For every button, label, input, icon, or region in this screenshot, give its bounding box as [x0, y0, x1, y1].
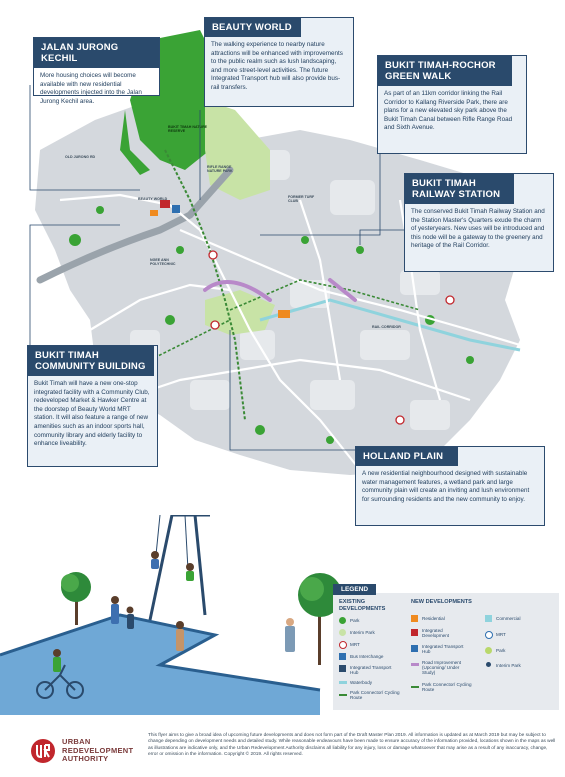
callout-title: BUKIT TIMAH RAILWAY STATION — [405, 174, 514, 204]
org-line-1: URBAN — [62, 737, 91, 746]
callout-title: BUKIT TIMAH COMMUNITY BUILDING — [28, 346, 154, 376]
map-label-nature-reserve: BUKIT TIMAH NATURE RESERVE — [168, 125, 208, 133]
legend-item: MRT — [496, 632, 506, 637]
org-line-2: REDEVELOPMENT — [62, 745, 134, 755]
integrated-transport-hub-icon — [339, 665, 346, 672]
waterbody-swatch — [339, 681, 347, 684]
callout-body: A new residential neighbourhood designed with sustainable water management features, a wetland park and large community plain will create an inviting and lush environment for surrounding residents and the new community to enjoy. — [362, 470, 530, 503]
park-illustration — [0, 515, 340, 725]
bus-interchange-icon — [339, 653, 346, 660]
ura-wordmark — [62, 738, 133, 764]
map-label-ngee-ann: NGEE ANN POLYTECHNIC — [150, 258, 176, 266]
legend-item: Park Connector/ Cycling Route — [350, 690, 400, 700]
legend-item: Integrated Transport Hub — [350, 665, 392, 675]
legend-item: Park — [496, 648, 506, 653]
legend-item: MRT — [350, 642, 360, 647]
callout-title: BUKIT TIMAH-ROCHOR GREEN WALK — [378, 56, 512, 86]
callout-beauty-world — [204, 17, 354, 107]
tree-icon — [61, 572, 91, 625]
callout-body: The conserved Bukit Timah Railway Station and the Station Master's Quarters exude the charm of yesteryears. New uses will be introduced and this node will be a gateway to the greenery and heritage of the Rail Corridor. — [411, 208, 545, 250]
map-label-rifle-range: RIFLE RANGE NATURE PARK — [207, 165, 233, 173]
legend-title: LEGEND — [333, 584, 376, 595]
callout-rochor-green-walk — [377, 55, 527, 154]
legend-item: Integrated Transport Hub — [422, 644, 464, 654]
legend-existing-heading: EXISTING DEVELOPMENTS — [339, 599, 386, 612]
org-line-3: AUTHORITY — [62, 754, 109, 764]
legend-item: Road Improvement (Upcoming/ Under Study) — [422, 660, 462, 675]
map-label-turf-club: FORMER TURF CLUB — [288, 195, 315, 203]
callout-railway-station — [404, 173, 554, 272]
mrt-new-icon — [485, 631, 493, 639]
interim-park-swatch — [339, 629, 346, 636]
park-new-swatch — [485, 647, 492, 654]
legend-item: Bus Interchange — [350, 654, 384, 659]
callout-jalan-jurong-kechil — [33, 37, 160, 105]
interim-park-new-icon — [486, 662, 491, 667]
commercial-icon — [485, 615, 492, 622]
ura-logo-icon — [30, 738, 56, 764]
map-label-beauty-world: BEAUTY WORLD — [138, 197, 168, 201]
disclaimer-text: This flyer aims to give a broad idea of upcoming future developments and does not form part of the Draft Master Plan 2019. All information is updated as at March 2019 but may be subject to change depending on development needs and detailed study. While reasonable endeavours have been made to ensure accuracy of the information provided, locations shown in the maps as well as illustrations are indicative only, and the Urban Redevelopment Authority disclaims all liability for any injury, loss or damage whatsoever that may arise as a result of any inaccuracy, change, error or omission in the information. Copyright © 2019. All rights reserved. — [148, 733, 556, 758]
callout-body: More housing choices will become available with new residential developments injected into the Jalan Jurong Kechil area. — [40, 72, 142, 105]
legend-item: Park Connector/ Cycling Route — [422, 682, 472, 692]
legend-item: Residential — [422, 616, 445, 621]
road-improvement-swatch — [411, 663, 419, 666]
legend-item: Commercial — [496, 616, 521, 621]
callout-title: HOLLAND PLAIN — [356, 447, 458, 466]
callout-body: The walking experience to nearby nature attractions will be enhanced with improvements to the public realm such as lush landscaping, and more street-level activities. The future Integrated Transport hub will also provide bus-rail transfers. — [211, 41, 343, 91]
legend-item: Integrated Development — [422, 628, 450, 638]
callout-holland-plain — [355, 446, 545, 526]
park-connector-new-swatch — [411, 686, 419, 688]
integrated-development-icon — [411, 629, 418, 636]
map-label-rail-corridor: RAIL CORRIDOR — [372, 325, 401, 329]
park-swatch — [339, 617, 346, 624]
callout-body: As part of an 11km corridor linking the Rail Corridor to Kallang Riverside Park, there are plans for a new elevated sky park above the Bukit Timah Canal between Rifle Range Road and Sixth Avenue. — [384, 90, 513, 132]
legend-new-heading: NEW DEVELOPMENTS — [411, 599, 472, 605]
callout-title: BEAUTY WORLD — [205, 18, 301, 37]
callout-community-building — [27, 345, 158, 467]
callout-title: JALAN JURONG KECHIL — [34, 38, 159, 68]
legend-item: Interim Park — [350, 630, 375, 635]
integrated-transport-hub-new-icon — [411, 645, 418, 652]
callout-body: Bukit Timah will have a new one-stop integrated facility with a Community Club, redeveloped Market & Hawker Centre at the doorstep of Beauty World MRT station. It will also feature a range of new amenities such as an indoor sports hall, community library and elderly facility to enhance liveability. — [34, 380, 150, 448]
swing-set-icon — [150, 515, 210, 620]
park-connector-swatch — [339, 694, 347, 696]
legend — [333, 586, 559, 710]
legend-item: Park — [350, 618, 360, 623]
legend-item: Interim Park — [496, 663, 521, 668]
residential-icon — [411, 615, 418, 622]
legend-item: Waterbody — [350, 680, 373, 685]
map-label-old-jurong: OLD JURONG RD — [65, 155, 96, 159]
mrt-icon — [339, 641, 347, 649]
